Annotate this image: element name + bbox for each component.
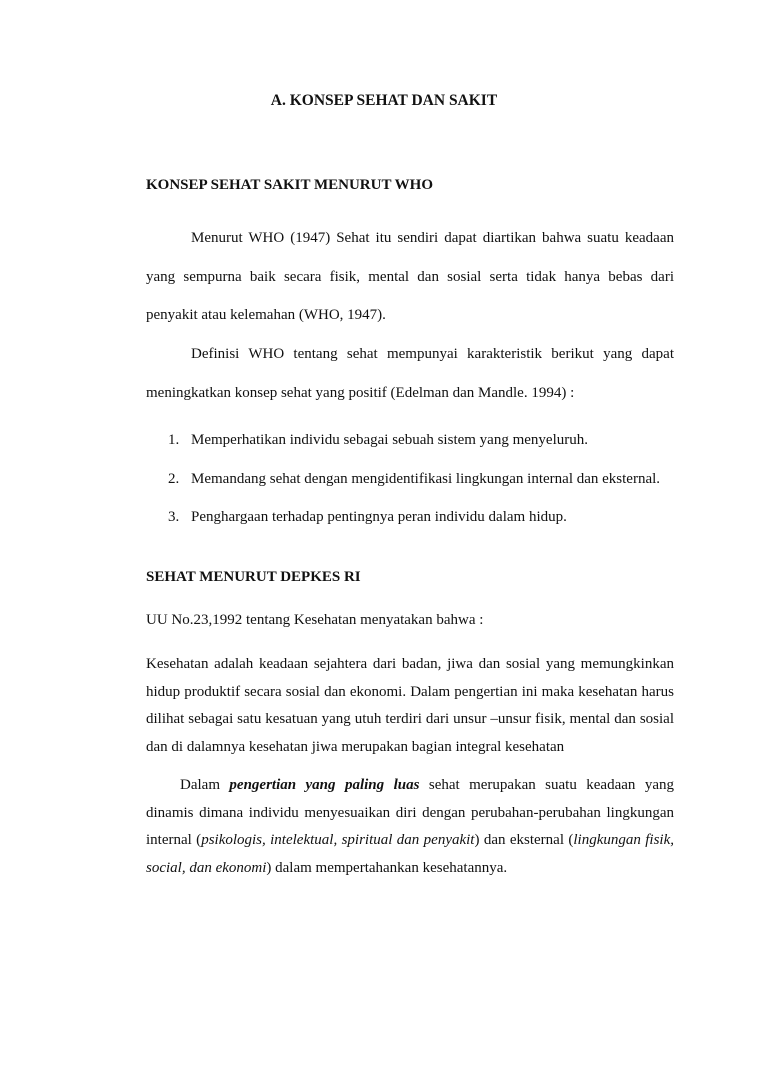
list-item-number: 2. [168, 470, 180, 487]
section-heading-who: KONSEP SEHAT SAKIT MENURUT WHO [146, 177, 434, 193]
list-item-text: Memandang sehat dengan mengidentifikasi lingkungan internal dan eksternal. [191, 470, 661, 487]
paragraph-who-definition: Menurut WHO (1947) Sehat itu sendiri dapat diartikan bahwa suatu keadaan yang sempurna baik secara fisik, mental dan sosial serta tidak hanya bebas dari penyakit atau kelemahan (WHO, 1947). [146, 230, 674, 323]
characteristics-list [146, 421, 674, 537]
italic-text: psikologis, intelektual, spiritual dan penyakit [201, 832, 475, 848]
emphasis-text: pengertian yang paling luas [229, 777, 420, 793]
paragraph-kesehatan-definition: Kesehatan adalah keadaan sejahtera dari badan, jiwa dan sosial yang memungkinkan hidup produktif secara sosial dan ekonomi. Dalam pengertian ini maka kesehatan harus dilihat sebagai satu kesatuan yang utuh terdiri dari unsur –unsur fisik, mental dan sosial dan di dalamnya kesehatan jiwa merupakan bagian integral kesehatan [146, 656, 674, 755]
list-item [146, 498, 674, 537]
uu-statement: UU No.23,1992 tentang Kesehatan menyatakan bahwa : [146, 612, 484, 628]
paragraph-who-characteristics: Definisi WHO tentang sehat mempunyai karakteristik berikut yang dapat meningkatkan konsep sehat yang positif (Edelman dan Mandle. 1994) : [146, 346, 674, 401]
paragraph-broad-definition [146, 772, 674, 882]
text-run: Dalam [180, 777, 230, 793]
section-heading-depkes: SEHAT MENURUT DEPKES RI [146, 569, 361, 585]
text-run: sehat merupakan suatu keadaan yang dinamis dimana individu menyesuaikan diri dengan perubahan-perubahan lingkungan internal ( [146, 777, 674, 848]
list-item-text: Penghargaan terhadap pentingnya peran individu dalam hidup. [191, 509, 567, 525]
list-item-number: 3. [168, 509, 180, 525]
list-item-text: Memperhatikan individu sebagai sebuah sistem yang menyeluruh. [191, 432, 588, 448]
italic-text: lingkungan fisik, social, dan ekonomi [146, 832, 674, 876]
page-title: A. KONSEP SEHAT DAN SAKIT [270, 92, 498, 109]
list-item [146, 421, 674, 460]
text-run: ) dan eksternal ( [474, 832, 574, 848]
text-run: ) dalam mempertahankan kesehatannya. [266, 859, 508, 876]
list-item-number: 1. [168, 432, 180, 448]
list-item [146, 460, 674, 499]
